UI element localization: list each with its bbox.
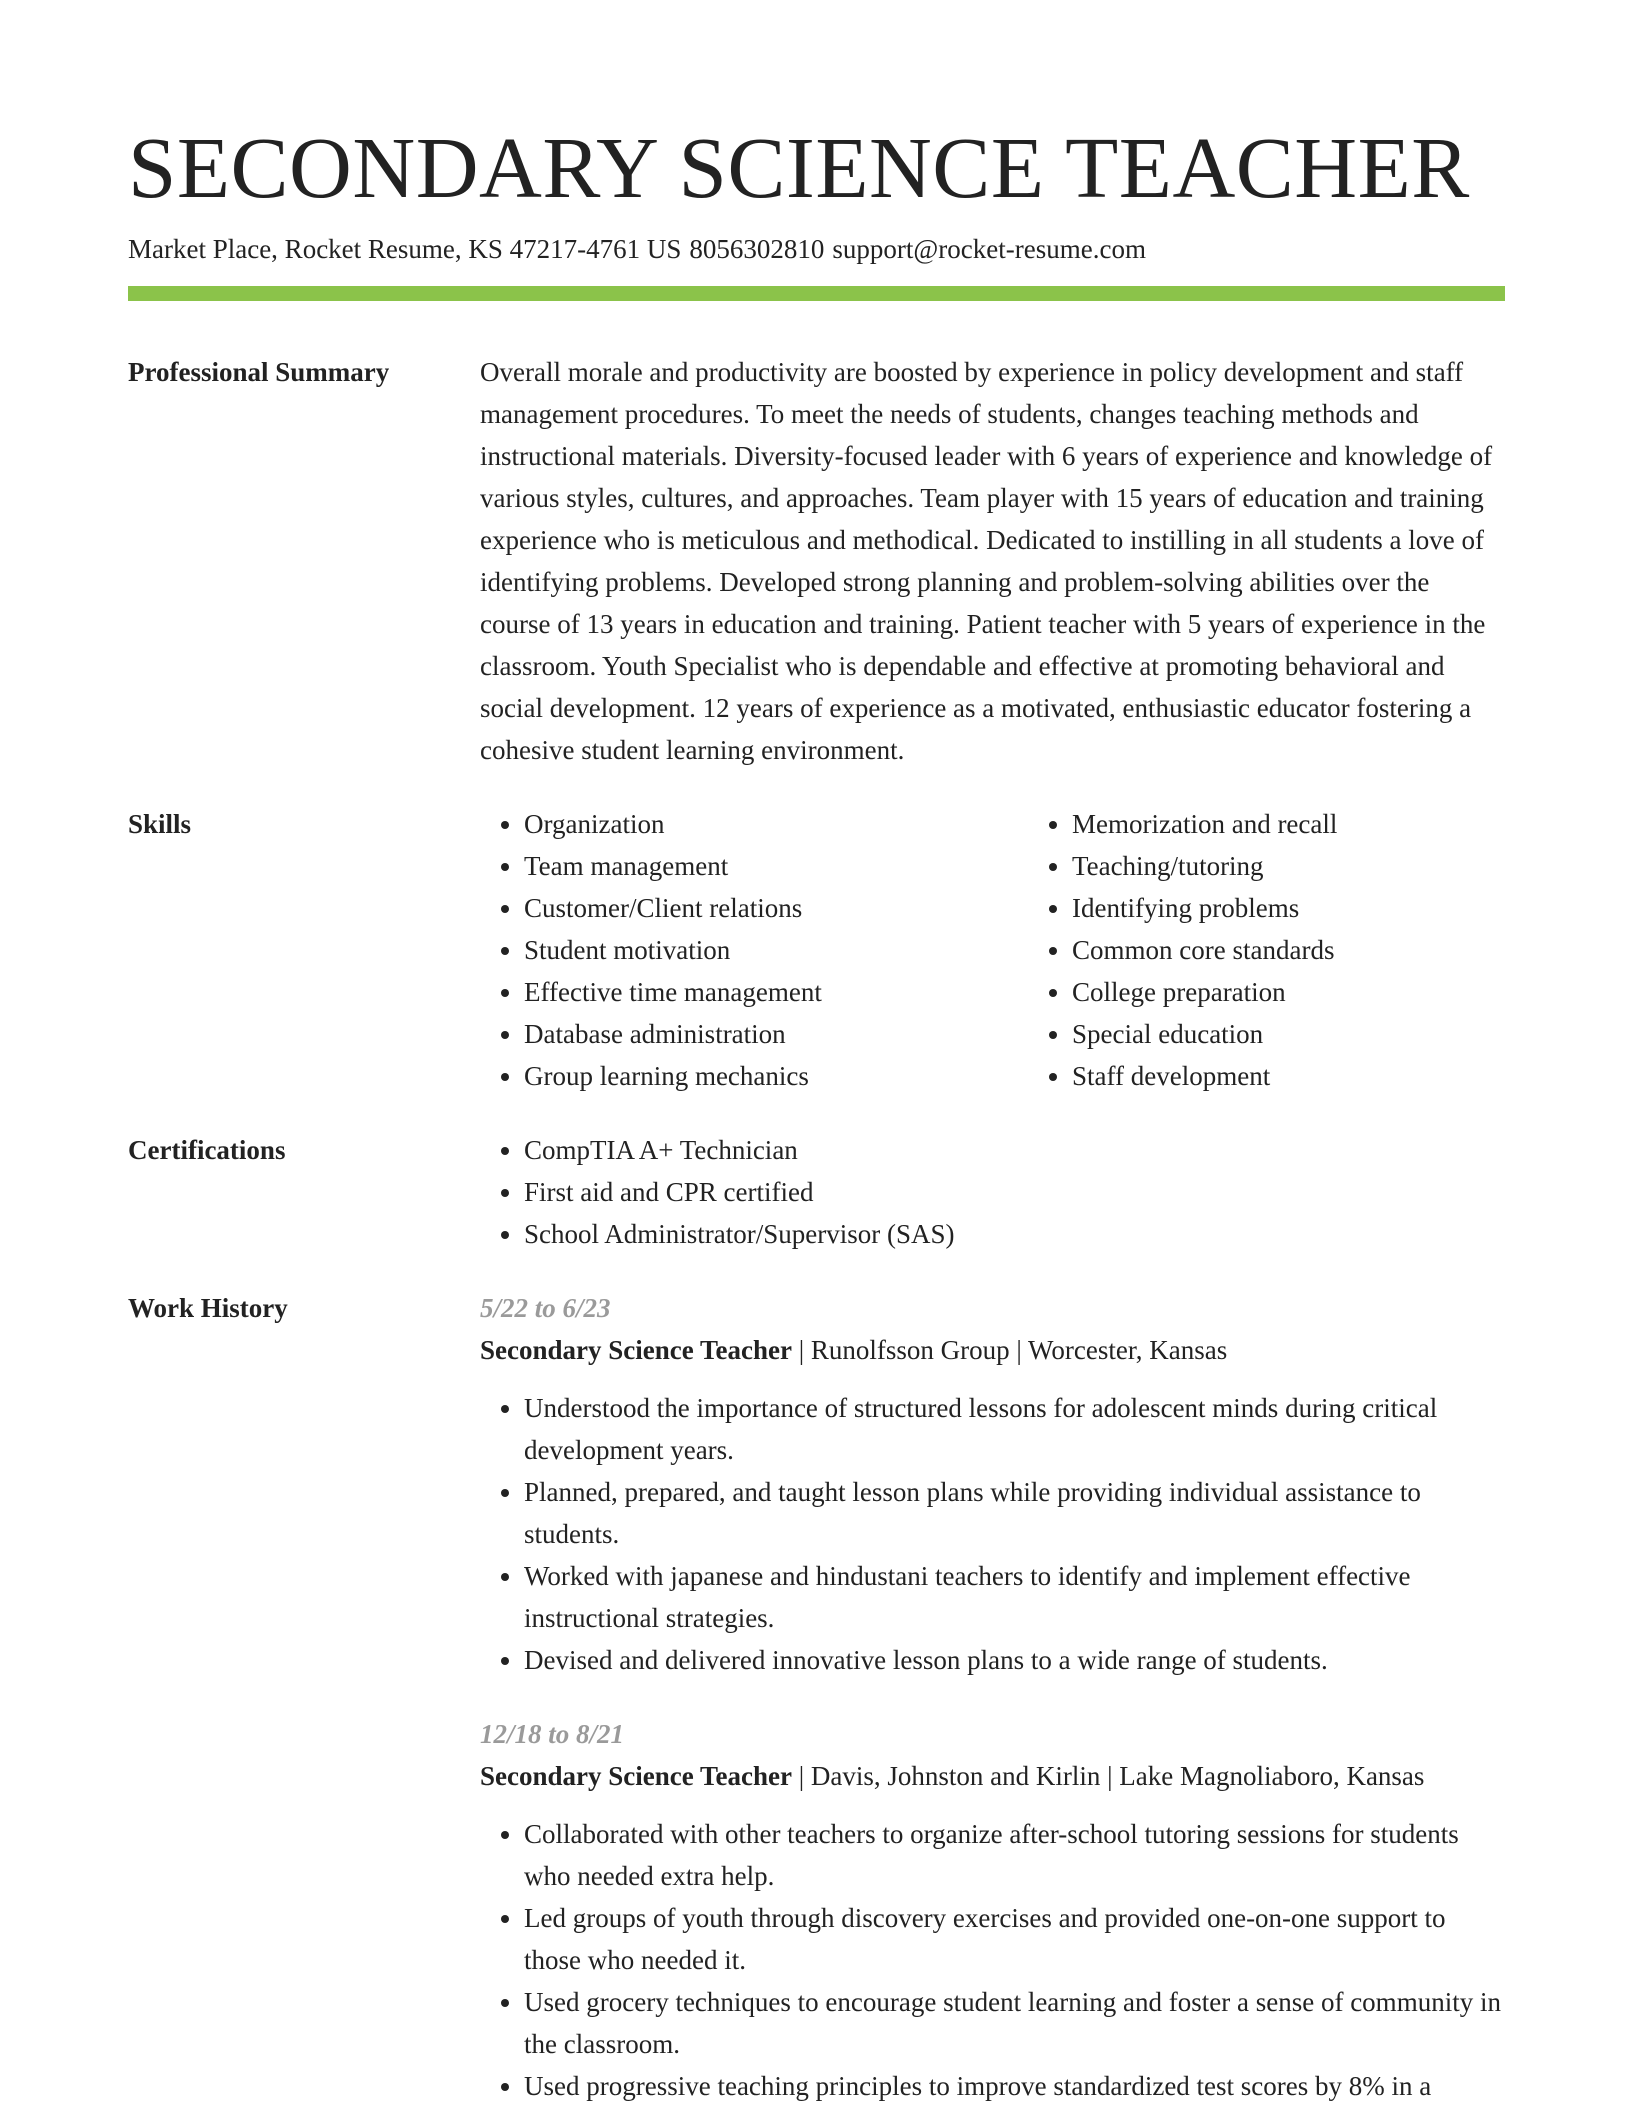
certifications-section bbox=[128, 1129, 1505, 1255]
job-bullet: • Planned, prepared, and taught lesson plans while providing individual assistance to students. bbox=[524, 1471, 1505, 1555]
work-history-body bbox=[480, 1287, 1505, 2107]
contact-email: support@rocket-resume.com bbox=[832, 234, 1146, 265]
skills-list-right bbox=[1028, 803, 1572, 1097]
skill-item: • Special education bbox=[1072, 1013, 1572, 1055]
contact-line bbox=[128, 232, 1505, 267]
certification-item: • First aid and CPR certified bbox=[524, 1171, 1505, 1213]
job-bullet: • Understood the importance of structured lessons for adolescent minds during critical development years. bbox=[524, 1387, 1505, 1471]
certifications-list bbox=[480, 1129, 1505, 1255]
job-bullet: • Led groups of youth through discovery exercises and provided one-on-one support to those who needed it. bbox=[524, 1897, 1505, 1981]
skill-item: • Team management bbox=[524, 845, 1028, 887]
work-history-heading: Work History bbox=[128, 1293, 288, 1324]
header-divider bbox=[128, 286, 1505, 301]
skill-item: • Staff development bbox=[1072, 1055, 1572, 1097]
job-title: Secondary Science Teacher bbox=[480, 1761, 792, 1792]
job-employer-location: | Runolfsson Group | Worcester, Kansas bbox=[798, 1335, 1228, 1366]
skills-section bbox=[128, 803, 1505, 1097]
job-bullet: • Used progressive teaching principles to improve standardized test scores by 8% in a bbox=[524, 2065, 1505, 2107]
certification-item: • CompTIA A+ Technician bbox=[524, 1129, 1505, 1171]
skill-item: • Common core standards bbox=[1072, 929, 1572, 971]
job-bullets bbox=[480, 1813, 1505, 2107]
candidate-name: SECONDARY SCIENCE TEACHER bbox=[128, 119, 1470, 216]
skill-item: • Effective time management bbox=[524, 971, 1028, 1013]
job-title-line bbox=[480, 1329, 1505, 1371]
skills-heading: Skills bbox=[128, 809, 192, 840]
job-title: Secondary Science Teacher bbox=[480, 1335, 792, 1366]
certification-item: • School Administrator/Supervisor (SAS) bbox=[524, 1213, 1505, 1255]
certifications-heading: Certifications bbox=[128, 1135, 286, 1166]
skill-item: • Customer/Client relations bbox=[524, 887, 1028, 929]
job-entry bbox=[480, 1713, 1505, 2107]
skill-item: • Group learning mechanics bbox=[524, 1055, 1028, 1097]
job-bullet: • Collaborated with other teachers to organize after-school tutoring sessions for students who needed extra help. bbox=[524, 1813, 1505, 1897]
skill-item: • Identifying problems bbox=[1072, 887, 1572, 929]
contact-address: Market Place, Rocket Resume, KS 47217-4761 US bbox=[128, 234, 682, 265]
job-bullet: • Devised and delivered innovative lesson plans to a wide range of students. bbox=[524, 1639, 1505, 1681]
certifications-body bbox=[480, 1129, 1505, 1255]
skill-item: • Memorization and recall bbox=[1072, 803, 1572, 845]
skill-item: • Organization bbox=[524, 803, 1028, 845]
skills-grid bbox=[480, 803, 1572, 1097]
job-dates: 12/18 to 8/21 bbox=[480, 1719, 625, 1750]
skill-item: • Student motivation bbox=[524, 929, 1028, 971]
job-title-line bbox=[480, 1755, 1505, 1797]
job-dates: 5/22 to 6/23 bbox=[480, 1293, 611, 1324]
summary-text: Overall morale and productivity are boosted by experience in policy development and staff management procedures. To meet the needs of students, changes teaching methods and instructional materials. Diversity-focused leader with 6 years of experience and knowledge of various styles, cultures, and approaches. Team player with 15 years of education and training experience who is meticulous and methodical. Dedicated to instilling in all students a love of identifying problems. Developed strong planning and problem-solving abilities over the course of 13 years in education and training. Patient teacher with 5 years of experience in the classroom. Youth Specialist who is dependable and effective at promoting behavioral and social development. 12 years of experience as a motivated, enthusiastic educator fostering a cohesive student learning environment. bbox=[480, 357, 1493, 766]
job-bullet: • Used grocery techniques to encourage student learning and foster a sense of community in the classroom. bbox=[524, 1981, 1505, 2065]
job-bullets bbox=[480, 1387, 1505, 1681]
skill-item: • Database administration bbox=[524, 1013, 1028, 1055]
summary-section bbox=[128, 351, 1505, 771]
job-bullet: • Worked with japanese and hindustani teachers to identify and implement effective instructional strategies. bbox=[524, 1555, 1505, 1639]
job-entry bbox=[480, 1287, 1505, 1681]
skill-item: • Teaching/tutoring bbox=[1072, 845, 1572, 887]
skill-item: • College preparation bbox=[1072, 971, 1572, 1013]
resume-page bbox=[128, 118, 1505, 2107]
work-history-section bbox=[128, 1287, 1505, 2107]
summary-heading: Professional Summary bbox=[128, 357, 390, 388]
skills-list-left bbox=[480, 803, 1028, 1097]
job-employer-location: | Davis, Johnston and Kirlin | Lake Magnoliaboro, Kansas bbox=[798, 1761, 1425, 1792]
contact-phone: 8056302810 bbox=[689, 234, 825, 265]
